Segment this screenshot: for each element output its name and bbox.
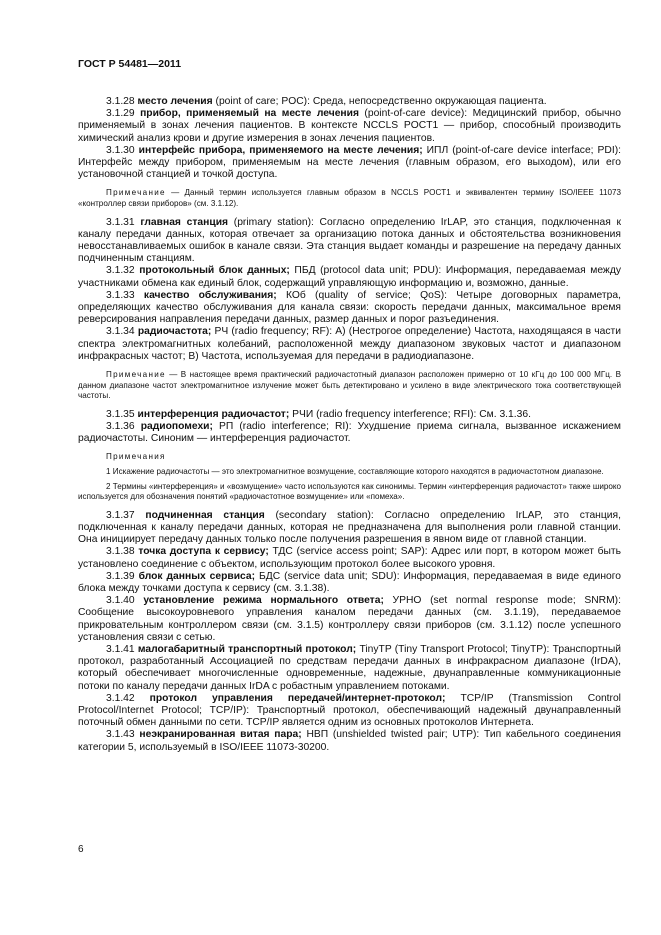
entry-term: радиопомехи; (140, 421, 213, 433)
notes-label: Примечания (106, 452, 166, 462)
entry-3-1-35 (78, 409, 621, 421)
entry-term: протокол управления передачей/интернет-протокол; (149, 692, 446, 704)
entry-definition: (secondary station): Согласно определению IrLAP, это станция, подключенная к каналу передачи данных, которая не предназначена для выполнения роли главной станции. Она инициирует передачу данных только после получения разрешения в явном виде от главной станции. (78, 509, 621, 546)
entry-term: главная станция (140, 216, 229, 228)
entry-term: радиочастота; (137, 326, 212, 338)
note-item: 1 Искажение радиочастоты — это электромагнитное возмущение, составляющие которого находятся в радиочастотном диапазоне. (106, 467, 604, 477)
entry-3-1-34 (78, 326, 621, 363)
entry-number: 3.1.39 (106, 570, 135, 582)
entry-definition: КОб (quality of service; QoS): Четыре договорных параметра, определяющих качество обслуживания для канала связи: скорость передачи данных, максимальное время реверсирования направления передачи данных, размер данных и порог разъединения. (78, 289, 621, 326)
entry-definition: РЧ (radio frequency; RF): А) (Нестрогое определение) Частота, находящаяся в части спектра электромагнитных колебаний, расположенной между диапазоном звуковых частот и диапазоном инфракрасных частот; В) Частота, используемая для передачи в радиодиапазоне. (78, 326, 621, 362)
entry-definition: ПБД (protocol data unit; PDU): Информация, передаваемая между участниками обмена как единый блок, содержащий управляющую информацию и, возможно, данные. (78, 265, 621, 289)
entry-3-1-41 (78, 644, 621, 693)
entry-definition: (point of care; POC): Среда, непосредственно окружающая пациента. (215, 96, 547, 107)
entry-number: 3.1.34 (106, 326, 135, 338)
entry-term: протокольный блок данных; (139, 265, 290, 277)
entry-number: 3.1.30 (106, 144, 135, 156)
note-text: — В настоящее время практический радиочастотный диапазон расположен примерно от 10 кГц до 100 000 МГц. В данном диапазоне частот электромагнитное излучение может быть детектировано и усилено в виде электрического тока соответствующей частоты. (78, 370, 621, 401)
entry-3-1-42 (78, 693, 621, 730)
entry-definition: ИПЛ (point-of-care device interface; PDI): Интерфейс между прибором, применяемым на месте лечения (главным образом, его выходом), или его установочной станцией и точкой доступа. (78, 144, 621, 181)
entry-number: 3.1.42 (106, 692, 135, 704)
entry-number: 3.1.41 (106, 644, 135, 656)
document-title: ГОСТ Р 54481—2011 (78, 58, 182, 70)
entry-definition: TinyTP (Tiny Transport Protocol; TinyTP): Транспортный протокол, разработанный Ассоциацией по средствам передачи данных в инфракрасном диапазоне (IrDA), который обеспечивает многочисленные одновременные, надежные, двунаправленные коммуникационные потоки по каналу передачи данных IrDA с робастным управлением потоками. (78, 644, 622, 692)
entry-definition: РЧИ (radio frequency interference; RFI): См. 3.1.36. (292, 408, 531, 420)
entry-3-1-29 (78, 108, 621, 145)
entry-term: точка доступа к сервису; (138, 546, 269, 558)
entry-term: блок данных сервиса; (138, 570, 256, 582)
entry-definition: БДС (service data unit; SDU): Информация, передаваемая в виде единого блока между точками доступа к сервису (см. 3.1.38). (78, 570, 621, 595)
entry-term: интерференция радиочастот; (137, 408, 290, 420)
note-text: — Данный термин используется главным образом в NCCLS POCT1 и эквивалентен термину ISO/IEEE 11073 «контроллер связи приборов» (см. 3.1.12). (78, 188, 621, 209)
entry-3-1-43 (78, 729, 621, 753)
entry-term: прибор, применяемый на месте лечения (140, 108, 359, 120)
entry-term: место лечения (137, 96, 213, 107)
entry-number: 3.1.40 (106, 595, 135, 607)
entry-definition: (point-of-care device): Медицинский прибор, обычно применяемый в зонах лечения пациентов. В контексте NCCLS POCT1 — прибор, способный производить химический анализ крови и другие измерения в зонах лечения пациентов. (78, 108, 621, 144)
entry-number: 3.1.35 (106, 408, 135, 420)
entry-3-1-31 (78, 217, 621, 266)
entry-3-1-30 (78, 145, 621, 182)
note-after-3-1-30 (78, 188, 621, 209)
entry-number: 3.1.31 (106, 216, 135, 228)
entry-definition: РП (radio interference; RI): Ухудшение приема сигнала, вызванное искажением радиочастоты. Синоним — интерференция радиочастот. (78, 421, 621, 445)
entry-number: 3.1.28 (106, 96, 135, 107)
entry-3-1-32 (78, 265, 621, 289)
entry-term: интерфейс прибора, применяемого на месте лечения; (138, 144, 423, 156)
entry-term: малогабаритный транспортный протокол; (137, 644, 357, 656)
entry-3-1-36 (78, 421, 621, 445)
entry-number: 3.1.32 (106, 265, 135, 277)
note-item: 2 Термины «интерференция» и «возмущение» часто используются как синонимы. Термин «интерференция радиочастот» также широко используется для обозначения понятий «радиочастотное возмущение» или «помеха». (78, 481, 621, 502)
entry-term: качество обслуживания; (143, 289, 277, 301)
entry-term: неэкранированная витая пара; (139, 729, 302, 741)
entry-3-1-33 (78, 290, 621, 327)
entry-3-1-40 (78, 595, 621, 644)
entry-number: 3.1.36 (106, 421, 135, 433)
page-number: 6 (78, 844, 84, 855)
entry-term: подчиненная станция (145, 509, 265, 521)
entry-definition: (primary station): Согласно определению IrLAP, это станция, подключенная к каналу передачи данных, которая отвечает за организацию потока данных и обстоятельства возникновения невосстанавливаемых ошибок в канале связи. Эта станция выдает команды и разрешение на передачу данных подчиненным станциям. (78, 216, 621, 265)
entry-number: 3.1.33 (106, 289, 135, 301)
entry-3-1-37 (78, 510, 621, 547)
entry-number: 3.1.29 (106, 108, 135, 120)
entry-3-1-28 (78, 96, 621, 108)
entry-number: 3.1.43 (106, 729, 135, 741)
entry-number: 3.1.37 (106, 509, 135, 521)
notes-heading (78, 452, 621, 463)
entry-definition: TCP/IP (Transmission Control Protocol/Internet Protocol; TCP/IP): Транспортный протокол, обеспечивающий надежный двунаправленный поточный обмен данными по сети. TCP/IP является одним из основных протоколов Интернета. (78, 692, 621, 729)
entry-definition: УРНО (set normal response mode; SNRM): Сообщение высокоуровневого управления каналом передачи данных (см. 3.1.19), передаваемое прикровательным контроллером связи (см. 3.1.5) контроллеру связи приборов (см. 3.1.12) после успешного установления связи с сетью. (78, 595, 621, 643)
entry-definition: НВП (unshielded twisted pair; UTP): Тип кабельного соединения категории 5, используемый в ISO/IEEE 11073-30200. (78, 729, 621, 753)
entry-3-1-38 (78, 546, 621, 570)
entry-3-1-39 (78, 571, 621, 595)
note-after-3-1-34 (78, 370, 621, 402)
entry-definition: ТДС (service access point; SAP): Адрес или порт, в котором может быть установлено соединение с объектом, использующим протокол более высокого уровня. (78, 546, 621, 570)
note-label: Примечание (106, 188, 166, 198)
entry-number: 3.1.38 (106, 546, 135, 558)
note-label: Примечание (106, 370, 166, 380)
entry-term: установление режима нормального ответа; (143, 595, 384, 607)
